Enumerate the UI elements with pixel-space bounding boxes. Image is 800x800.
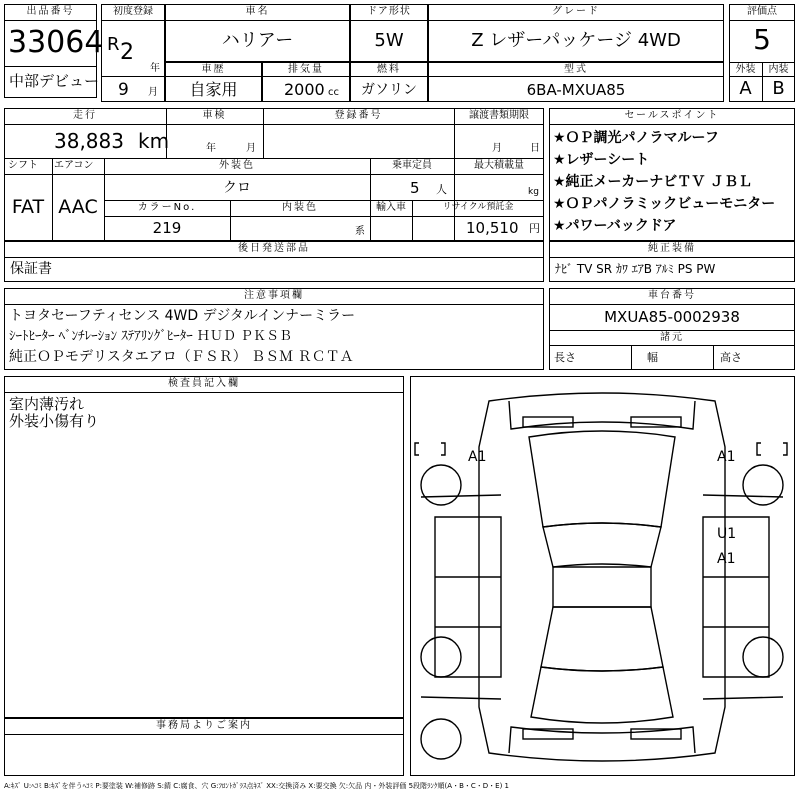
yen-unit: 円 xyxy=(529,222,540,235)
shift: FAT xyxy=(11,196,45,218)
inspection-year-unit: 年 xyxy=(206,143,216,154)
sales-point: ★レザーシート xyxy=(553,152,650,168)
mileage-label: 走行 xyxy=(73,110,97,121)
exterior-grade: A xyxy=(739,78,752,99)
colorno-label: カラーNo. xyxy=(137,202,197,213)
diagram-mark-side-upper: U1 xyxy=(717,526,737,542)
fuel-label: 燃料 xyxy=(377,64,401,75)
door-type: 5W xyxy=(374,30,404,51)
length-label: 長さ xyxy=(554,351,576,364)
interior-label: 内装 xyxy=(768,64,789,75)
wheel-rl xyxy=(421,637,461,677)
maxload-label: 最大積載量 xyxy=(474,160,524,171)
aircon: AAC xyxy=(58,196,98,218)
recycle: 10,510 xyxy=(466,219,519,237)
chassis-label: 車台番号 xyxy=(648,290,696,301)
later-parts-label: 後日発送部品 xyxy=(238,243,310,254)
front-bumper xyxy=(509,401,695,429)
wheel-rr xyxy=(743,637,783,677)
office-label: 事務局よりご案内 xyxy=(156,720,252,731)
import-label: 輸入車 xyxy=(376,202,406,213)
equipment: ﾅﾋﾞ TV SR ｶﾜ ｴｱB ｱﾙﾐ PS PW xyxy=(555,262,716,276)
note-line: トヨタセーフティセンス 4WD デジタルインナーミラー xyxy=(9,308,356,324)
cc-unit: cc xyxy=(328,87,339,98)
year-unit: 年 xyxy=(150,63,160,74)
note-line: ｼｰﾄﾋｰﾀｰ ﾍﾞﾝﾁﾚｰｼｮﾝ ｽﾃｱﾘﾝｸﾞﾋｰﾀｰ ＨＵＤ ＰＫＳＢ xyxy=(9,329,293,344)
model-type: 6BA-MXUA85 xyxy=(526,81,626,99)
fuel: ガソリン xyxy=(361,82,417,98)
mileage: 38,883 xyxy=(54,129,124,153)
roof xyxy=(553,567,651,607)
sales-point: ★ＯＰ調光パノラマルーフ xyxy=(553,130,719,146)
grade-label: グレード xyxy=(552,6,600,17)
wheel-fr xyxy=(743,465,783,505)
sales-point: ★パワーバックドア xyxy=(553,218,677,234)
bracket-right-2 xyxy=(783,443,787,455)
reg-month: 9 xyxy=(118,80,129,100)
right-doors xyxy=(703,517,769,677)
model-label: 型式 xyxy=(564,64,588,75)
height-label: 高さ xyxy=(720,351,742,364)
inspector-note: 外装小傷有り xyxy=(9,412,100,430)
lot-number: 33064 xyxy=(8,25,104,60)
equipment-label: 純正装備 xyxy=(648,243,696,254)
score-label: 評価点 xyxy=(747,6,777,17)
kg-unit: kg xyxy=(528,187,539,197)
chassis-number: MXUA85-0002938 xyxy=(604,308,740,326)
transfer-month-unit: 月 xyxy=(492,143,502,154)
score: 5 xyxy=(753,23,771,56)
inspection-label: 車検 xyxy=(202,110,227,121)
displacement-label: 排気量 xyxy=(288,64,324,75)
headlight-left xyxy=(523,417,573,427)
ext-color: クロ xyxy=(223,180,251,196)
legend: A:ｷｽﾞ U:ﾍｺﾐ B:ｷｽﾞを伴うﾍｺﾐ P:要塗装 W:補修跡 S:錆 C:腐食、穴 G:ﾌﾛﾝﾄｶﾞﾗｽ点ｷｽﾞ XX:交換済み X:要交換 欠:欠品 内・外装評価 5段階ﾗﾝｸ順(A・B・C・D・E) 1 xyxy=(4,782,509,790)
note-line: 純正ＯＰモデリスタエアロ（ＦＳＲ） ＢＳＭ ＲＣＴＡ xyxy=(9,349,354,365)
grade: Z レザーパッケージ 4WD xyxy=(471,30,681,51)
color-no: 219 xyxy=(152,219,182,237)
history: 自家用 xyxy=(189,80,238,99)
ext-color-label: 外装色 xyxy=(219,160,255,171)
lot-label: 出品番号 xyxy=(26,6,75,17)
left-doors xyxy=(435,517,501,677)
person-unit: 人 xyxy=(436,183,447,196)
sales-point: ★純正メーカーナビＴＶ ＪＢＬ xyxy=(553,174,753,190)
inspector-note: 室内薄汚れ xyxy=(9,395,85,413)
bracket-left-2 xyxy=(441,443,445,455)
displacement: 2000 xyxy=(284,80,325,99)
car-diagram-drawing xyxy=(411,377,794,775)
car-name: ハリアー xyxy=(221,30,294,51)
dims-label: 諸元 xyxy=(660,332,684,343)
interior-grade: B xyxy=(772,78,785,99)
era: R xyxy=(107,34,120,55)
car-diagram xyxy=(410,376,795,776)
transfer-label: 譲渡書類期限 xyxy=(469,110,529,121)
diagram-mark-side-lower: A1 xyxy=(717,551,736,567)
recycle-label: リサイクル預託金 xyxy=(442,202,514,212)
diagram-mark-fr: A1 xyxy=(717,449,736,465)
int-color-label: 内装色 xyxy=(282,202,318,213)
door-label: ドア形状 xyxy=(367,6,411,17)
first-reg-label: 初度登録 xyxy=(113,6,153,17)
bracket-left xyxy=(415,443,419,455)
sales-points-label: セールスポイント xyxy=(624,110,720,121)
transfer-day-unit: 日 xyxy=(530,143,540,154)
regno-label: 登録番号 xyxy=(334,110,383,121)
capacity-label: 乗車定員 xyxy=(392,160,432,171)
car-body-outline xyxy=(479,393,725,761)
width-label: 幅 xyxy=(647,351,658,364)
sales-point: ★ＯＰパノラミックビューモニター xyxy=(553,196,776,212)
bracket-right xyxy=(757,443,761,455)
history-label: 車歴 xyxy=(201,64,226,75)
inspector-label: 検査員記入欄 xyxy=(168,378,240,389)
venue: 中部デビュー xyxy=(9,72,100,90)
right-side-line xyxy=(703,495,783,699)
later-parts: 保証書 xyxy=(10,261,52,277)
diagram-mark-fl: A1 xyxy=(468,449,487,465)
left-side-line xyxy=(421,495,501,699)
kei-unit: 系 xyxy=(355,226,365,237)
trunk xyxy=(531,667,673,723)
car-name-label: 車名 xyxy=(245,6,270,17)
month-unit: 月 xyxy=(148,87,158,98)
inspection-month-unit: 月 xyxy=(246,143,256,154)
windshield xyxy=(543,523,661,567)
km-unit: km xyxy=(138,129,170,153)
headlight-right xyxy=(631,417,681,427)
capacity: 5 xyxy=(410,179,420,197)
notes-label: 注意事項欄 xyxy=(244,290,304,301)
exterior-label: 外装 xyxy=(735,64,756,75)
aircon-label: エアコン xyxy=(54,160,94,171)
reg-year: 2 xyxy=(120,40,134,65)
wheel-spare xyxy=(421,719,461,759)
shift-label: シフト xyxy=(8,160,38,171)
rear-bumper xyxy=(509,727,695,753)
hood xyxy=(529,431,675,527)
wheel-fl xyxy=(421,465,461,505)
rear-window xyxy=(541,607,663,671)
